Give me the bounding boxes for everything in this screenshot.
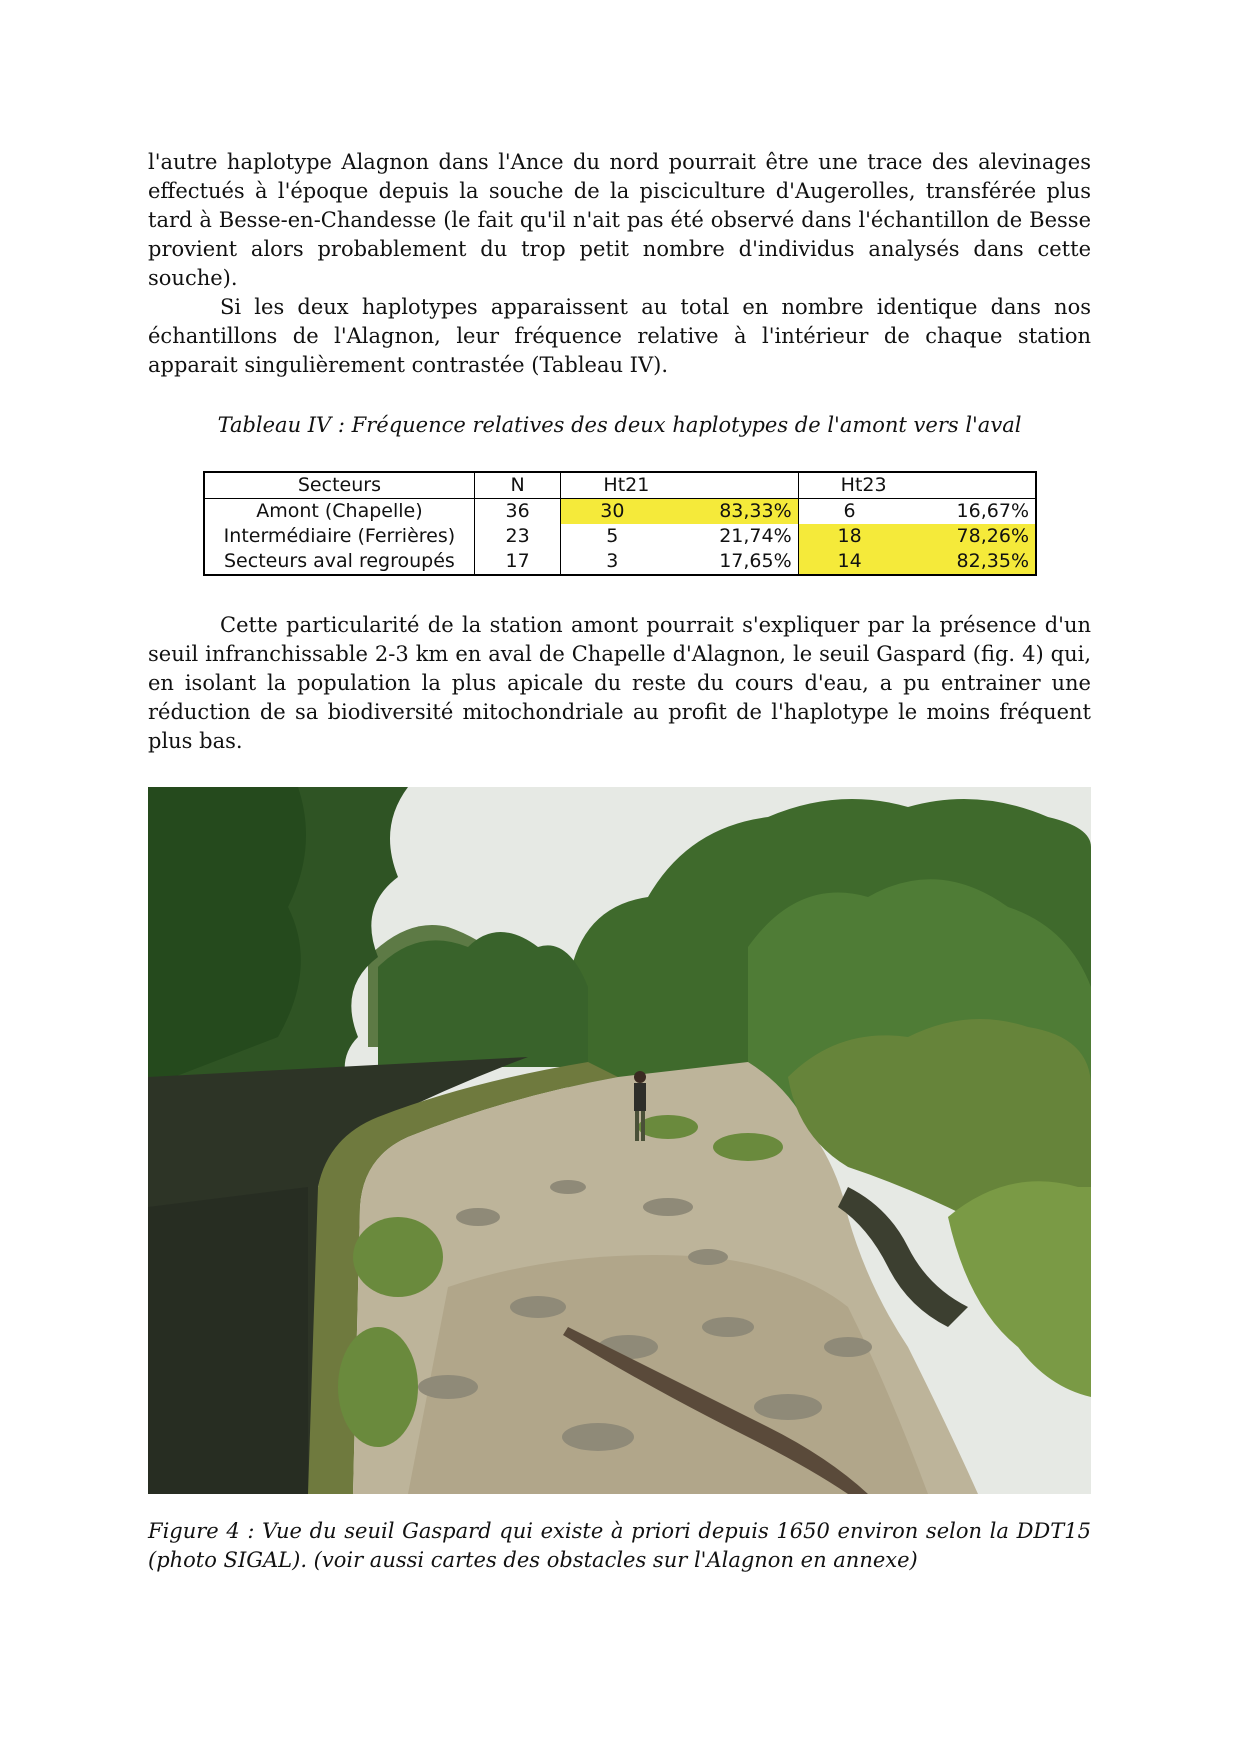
paragraph-3: Cette particularité de la station amont pourrait s'expliquer par la présence d'un seuil infranchissable 2-3 km en aval de Chapelle d'Alagnon, le seuil Gaspard (fig. 4) qui, en isolant la population la plus apicale du reste du cours d'eau, a pu entrainer une réduction de sa biodiversité mitochondriale au profit de l'haplotype le moins fréquent plus bas. bbox=[148, 613, 1091, 753]
table-header-row bbox=[204, 472, 1036, 499]
paragraph-1: l'autre haplotype Alagnon dans l'Ance du nord pourrait être une trace des alevinages effectués à l'époque depuis la souche de la pisciculture d'Augerolles, transférée plus tard à Besse-en-Chandesse (le fait qu'il n'ait pas été observé dans l'échantillon de Besse provient alors probablement du trop petit nombre d'individus analysés dans cette souche). bbox=[148, 150, 1091, 290]
table-row bbox=[204, 549, 1036, 575]
cell-ht23-pct: 16,67% bbox=[956, 500, 1029, 522]
header-ht21: Ht21 bbox=[561, 472, 798, 499]
cell-ht23-n: 14 bbox=[798, 549, 900, 575]
cell-ht21-pct: 17,65% bbox=[663, 549, 798, 575]
table-row bbox=[204, 499, 1036, 525]
cell-ht23-pct: 78,26% bbox=[901, 524, 1036, 549]
header-secteurs: Secteurs bbox=[204, 472, 474, 499]
cell-n: 17 bbox=[474, 549, 561, 575]
cell-secteur: Secteurs aval regroupés bbox=[204, 549, 474, 575]
haplotype-frequency-table bbox=[203, 471, 1037, 576]
cell-ht21-n: 30 bbox=[561, 499, 663, 525]
cell-ht23-pct: 82,35% bbox=[901, 549, 1036, 575]
header-n: N bbox=[474, 472, 561, 499]
cell-secteur: Intermédiaire (Ferrières) bbox=[204, 524, 474, 549]
weir-photo bbox=[148, 787, 1091, 1494]
header-ht23: Ht23 bbox=[798, 472, 1036, 499]
figure-caption: Figure 4 : Vue du seuil Gaspard qui existe à priori depuis 1650 environ selon la DDT15 (photo SIGAL). (voir aussi cartes des obstacles sur l'Alagnon en annexe) bbox=[148, 1519, 1091, 1572]
paragraph-2: Si les deux haplotypes apparaissent au total en nombre identique dans nos échantillons de l'Alagnon, leur fréquence relative à l'intérieur de chaque station apparait singulièrement contrastée (Tableau IV). bbox=[148, 295, 1091, 377]
cell-ht21-n: 5 bbox=[606, 525, 619, 547]
cell-ht21-n: 3 bbox=[606, 550, 619, 572]
cell-n: 36 bbox=[474, 499, 561, 525]
table-caption: Tableau IV : Fréquence relatives des deux haplotypes de l'amont vers l'aval bbox=[217, 413, 1022, 437]
cell-ht23-n: 6 bbox=[843, 500, 856, 522]
cell-ht21-pct: 21,74% bbox=[663, 524, 798, 549]
table-row bbox=[204, 524, 1036, 549]
cell-ht21-pct: 83,33% bbox=[663, 499, 798, 525]
cell-secteur: Amont (Chapelle) bbox=[204, 499, 474, 525]
river-weir-illustration bbox=[148, 787, 1091, 1494]
cell-ht23-n: 18 bbox=[798, 524, 900, 549]
cell-n: 23 bbox=[474, 524, 561, 549]
